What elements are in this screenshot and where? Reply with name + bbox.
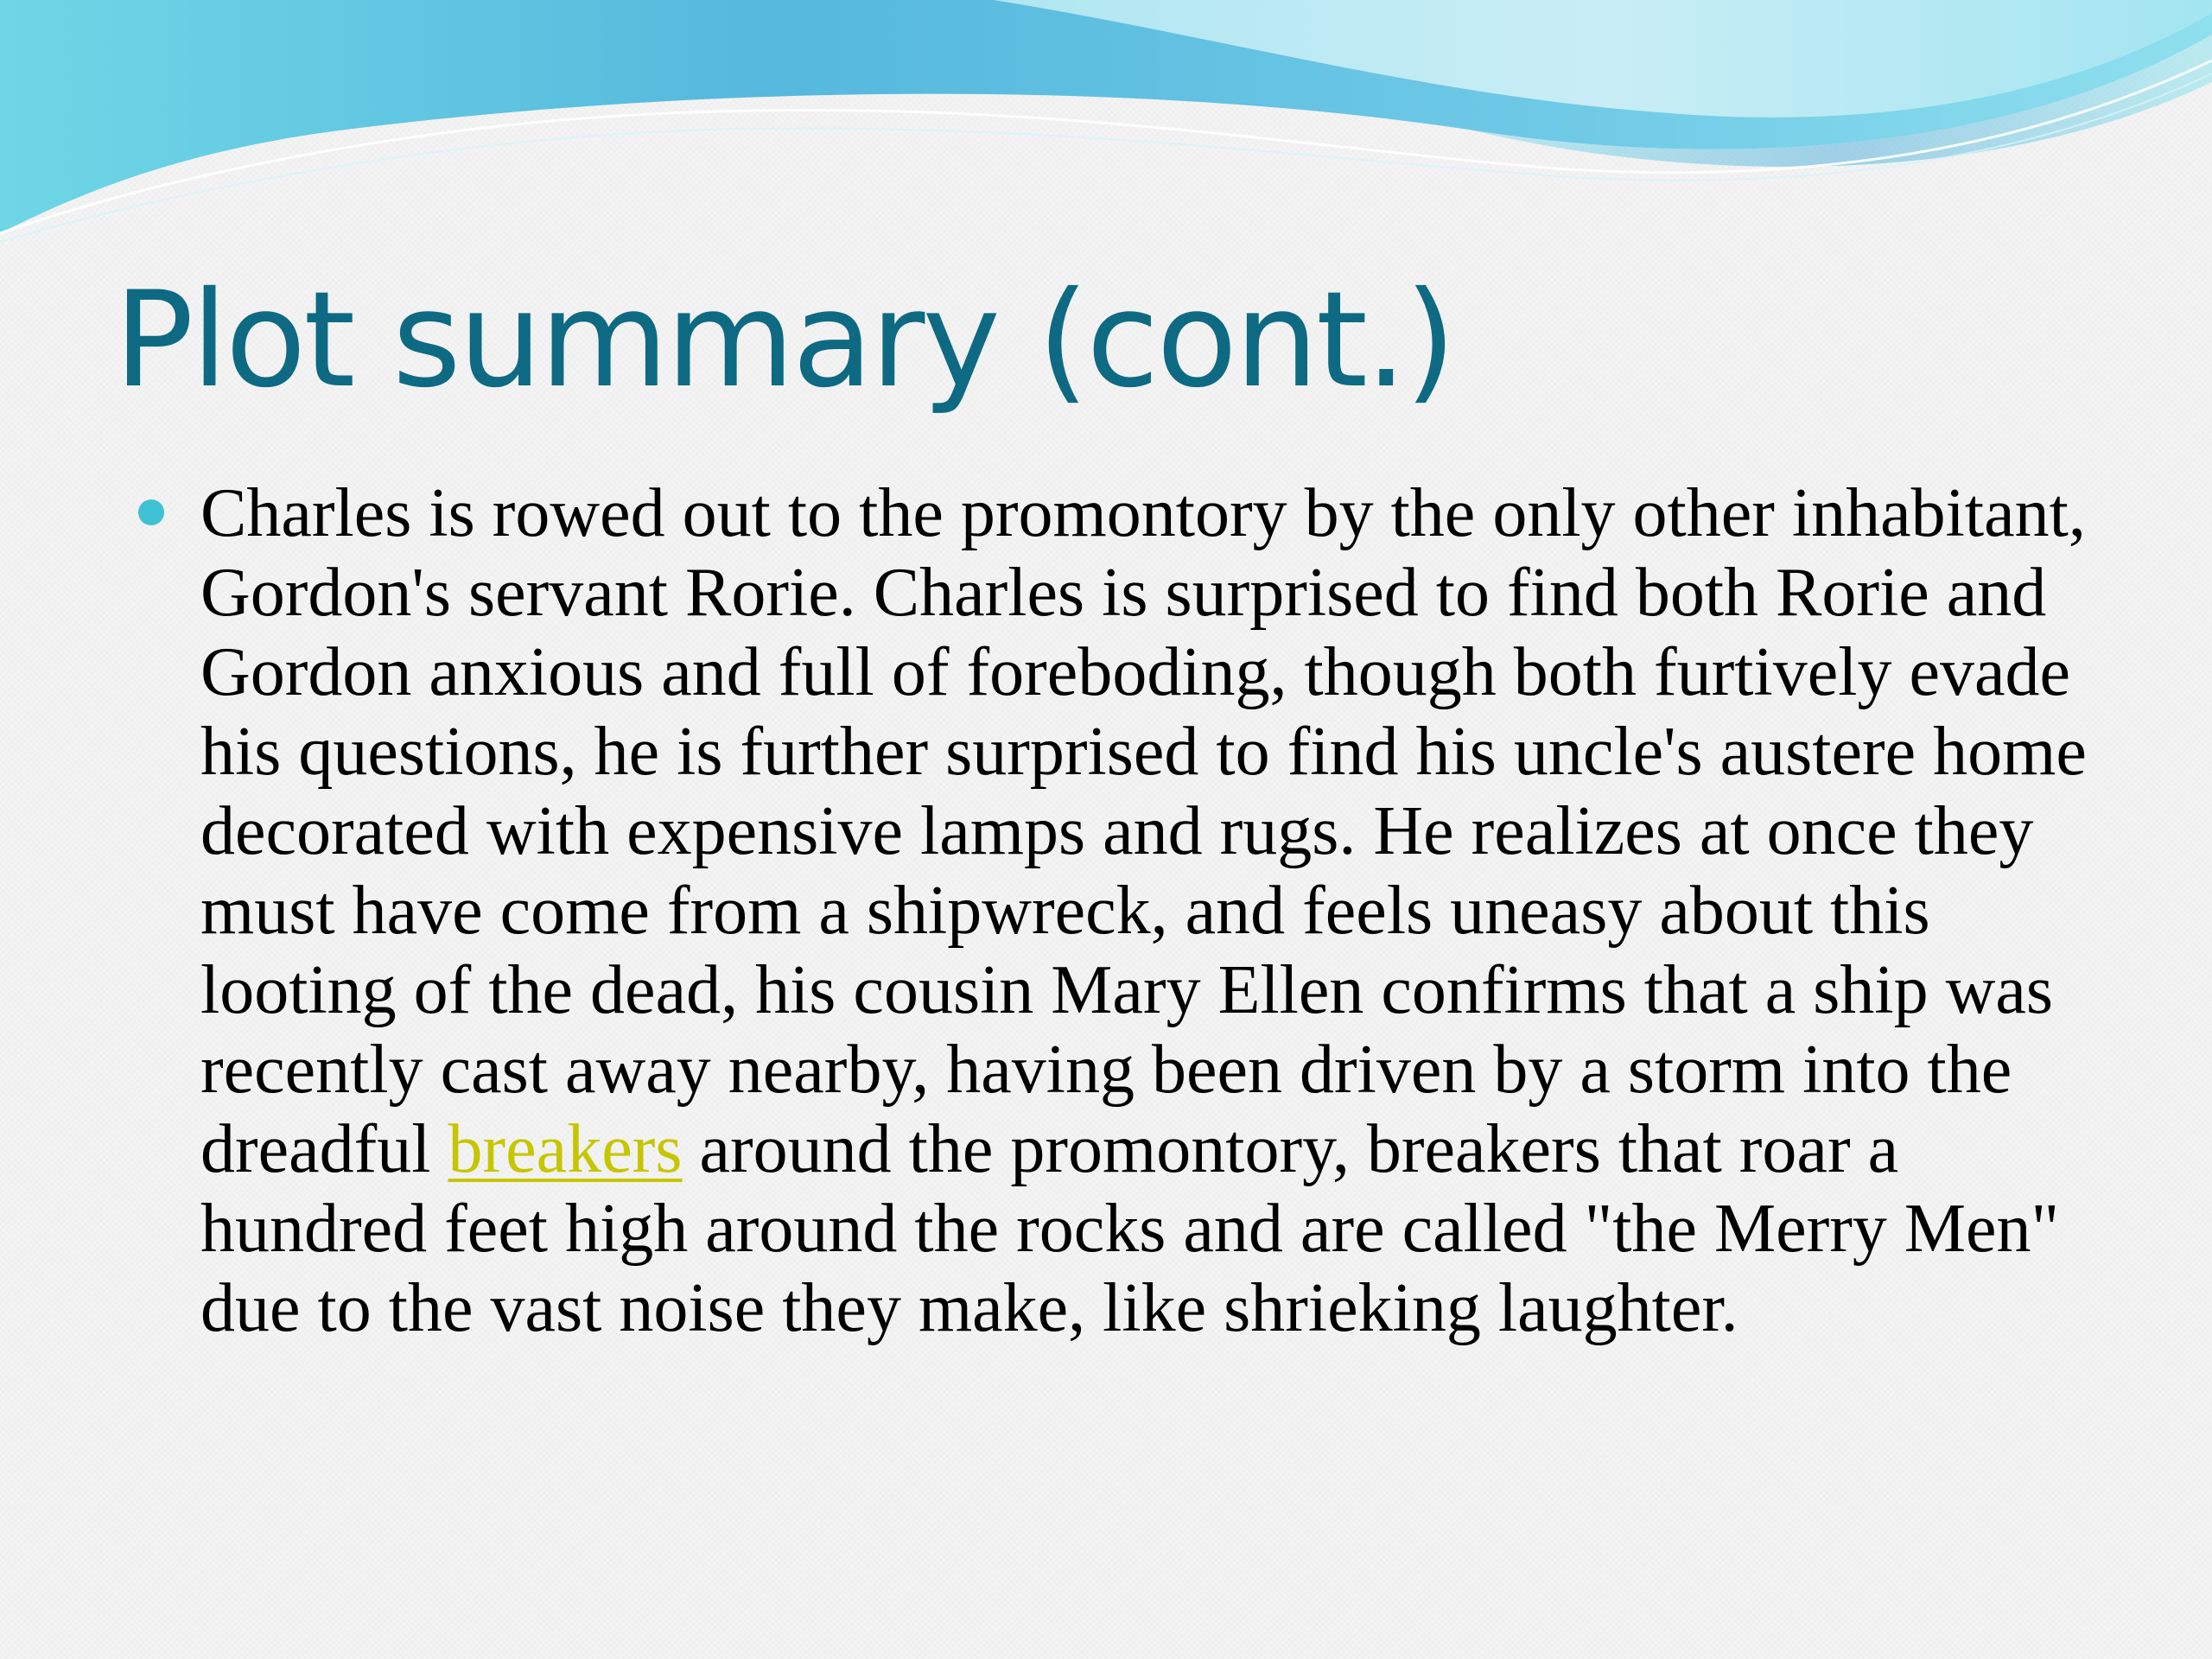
breakers-link[interactable]: breakers: [448, 1111, 683, 1187]
bullet-dot-icon: [138, 499, 164, 525]
bullet-text-before: Charles is rowed out to the promontory by the only other inhabitant, Gordon's servant Rorie. Charles is surprised to find both Rorie and Gordon anxious and full of foreboding, though both furtively evade his questions, he is further surprised to find his uncle's austere home decorated with expensive lamps and rugs. He realizes at once they must have come from a shipwreck, and feels uneasy about this looting of the dead, his cousin Mary Ellen confirms that a ship was recently cast away nearby, having been driven by a storm into the dreadful: [200, 475, 2087, 1187]
slide-body: [138, 474, 2100, 1348]
bullet-list: [138, 474, 2100, 1348]
slide-title: Plot summary (cont.): [114, 264, 1454, 417]
header-wave-decoration: [0, 0, 2212, 259]
bullet-item: [138, 474, 2100, 1348]
bullet-text-after: around the promontory, breakers that roar a hundred feet high around the rocks and are called "the Merry Men" due to the vast noise they make, like shrieking laughter.: [200, 1111, 2060, 1346]
